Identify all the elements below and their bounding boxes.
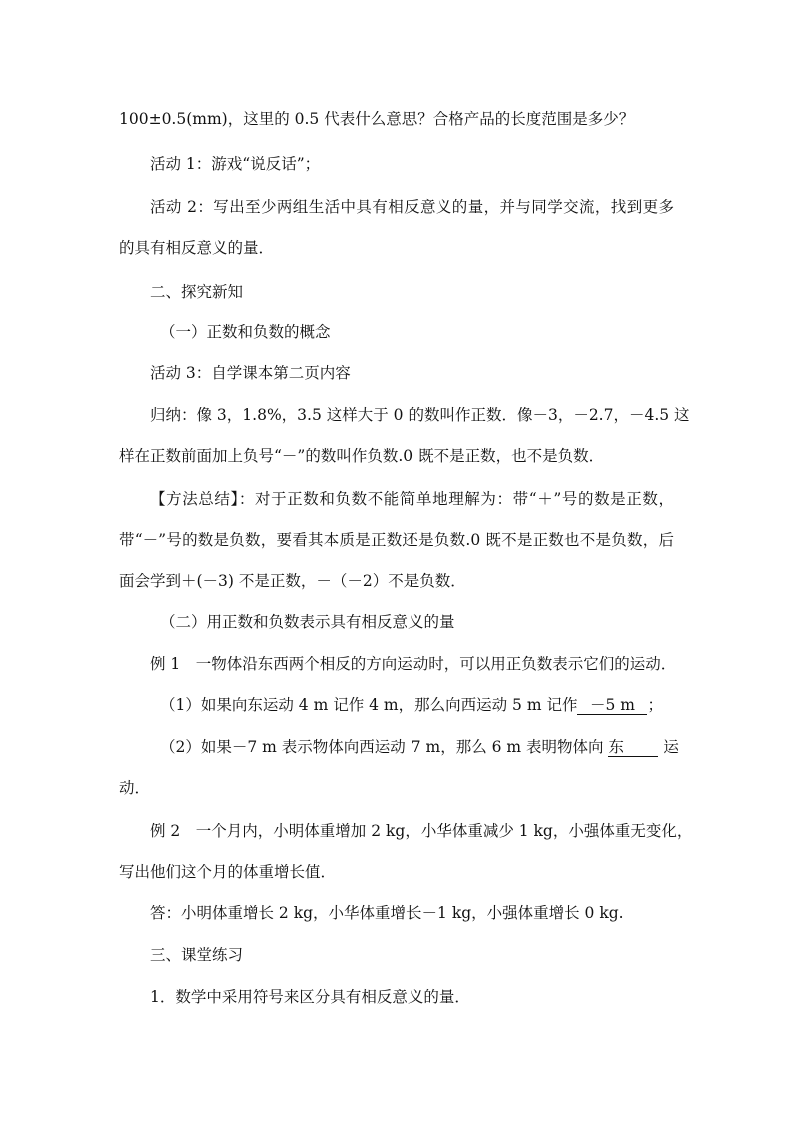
subsection-heading-1: （一）正数和负数的概念 bbox=[160, 323, 331, 341]
part-1-end: ； bbox=[647, 696, 663, 714]
example-1-line: 例 1 一物体沿东西两个相反的方向运动时，可以用正负数表示它们的运动． bbox=[150, 655, 677, 673]
example-1-part-1 bbox=[160, 695, 663, 715]
activity-3-line: 活动 3：自学课本第二页内容 bbox=[150, 364, 351, 382]
activity-1-line: 活动 1：游戏“说反话”； bbox=[150, 155, 321, 173]
example-1-part-2 bbox=[160, 737, 679, 757]
subsection-heading-2: （二）用正数和负数表示具有相反意义的量 bbox=[160, 613, 455, 631]
part-2-question: （2）如果－7 m 表示物体向西运动 7 m，那么 6 m 表明物体向 bbox=[160, 738, 604, 756]
section-heading-3: 三、课堂练习 bbox=[150, 946, 244, 964]
section-heading-2: 二、探究新知 bbox=[150, 283, 244, 301]
practice-item-1: 1．数学中采用符号来区分具有相反意义的量． bbox=[150, 988, 470, 1006]
method-summary-line-1: 【方法总结】：对于正数和负数不能简单地理解为：带“＋”号的数是正数， bbox=[150, 490, 674, 508]
activity-2-continuation: 的具有相反意义的量． bbox=[119, 239, 275, 257]
part-2-end: 运 bbox=[663, 738, 679, 756]
text-line-1: 100±0.5(mm)，这里的 0.5 代表什么意思？合格产品的长度范围是多少？ bbox=[119, 110, 635, 128]
method-summary-line-3: 面会学到＋(－3) 不是正数，－（－2）不是负数． bbox=[119, 572, 466, 590]
method-summary-line-2: 带“－”号的数是负数，要看其本质是正数还是负数.0 既不是正数也不是负数，后 bbox=[119, 531, 674, 549]
example-2-line: 例 2 一个月内，小明体重增加 2 kg，小华体重减少 1 kg，小强体重无变化， bbox=[150, 822, 693, 840]
example-2-continuation: 写出他们这个月的体重增长值． bbox=[119, 863, 337, 881]
summary-line-1: 归纳：像 3，1.8%，3.5 这样大于 0 的数叫作正数．像－3，－2.7，－4.5 这 bbox=[150, 406, 690, 424]
answer-blank-1: －5 m bbox=[577, 696, 647, 715]
answer-blank-2: 东 bbox=[608, 738, 658, 757]
example-2-answer: 答：小明体重增长 2 kg，小华体重增长－1 kg，小强体重增长 0 kg. bbox=[150, 904, 624, 922]
part-1-question: （1）如果向东运动 4 m 记作 4 m，那么向西运动 5 m 记作 bbox=[160, 696, 578, 714]
activity-2-line: 活动 2：写出至少两组生活中具有相反意义的量，并与同学交流，找到更多 bbox=[150, 198, 674, 216]
example-1-part-2-continuation: 动． bbox=[119, 779, 151, 797]
summary-line-2: 样在正数前面加上负号“－”的数叫作负数.0 既不是正数，也不是负数． bbox=[119, 447, 605, 465]
